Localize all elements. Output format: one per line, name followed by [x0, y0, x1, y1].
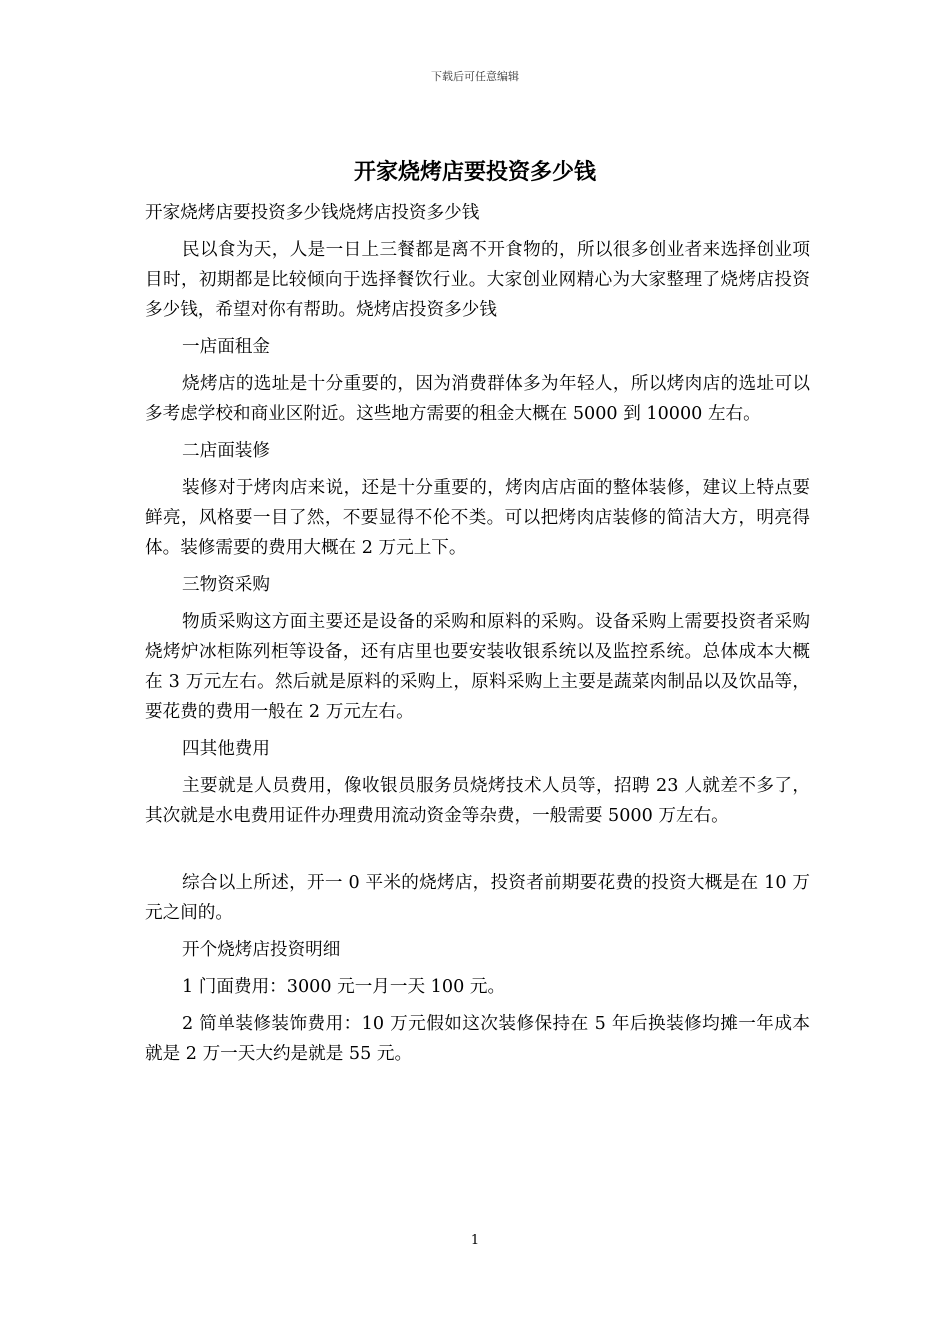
section-heading-investment-details: 开个烧烤店投资明细 — [182, 940, 341, 960]
document-title: 开家烧烤店要投资多少钱 — [353, 159, 596, 185]
other-costs-paragraph: 主要就是人员费用，像收银员服务员烧烤技术人员等，招聘 23 人就差不多了，其次就是水电费用证件办理费用流动资金等杂费，一般需要 5000 万左右。 — [145, 776, 810, 826]
section-heading-other-costs: 四其他费用 — [182, 739, 270, 759]
page-number: 1 — [470, 1233, 480, 1248]
section-heading-purchase: 三物资采购 — [182, 575, 270, 595]
page-header-note: 下载后可任意编辑 — [431, 70, 519, 83]
decoration-paragraph: 装修对于烤肉店来说，还是十分重要的，烤肉店店面的整体装修，建议上特点要鲜亮，风格要一目了然，不要显得不伦不类。可以把烤肉店装修的简洁大方，明亮得体。装修需要的费用大概在 2 万元上下。 — [145, 478, 810, 558]
intro-paragraph: 民以食为天，人是一日上三餐都是离不开食物的，所以很多创业者来选择创业项目时，初期都是比较倾向于选择餐饮行业。大家创业网精心为大家整理了烧烤店投资多少钱，希望对你有帮助。烧烤店投资多少钱 — [145, 240, 810, 320]
purchase-paragraph: 物质采购这方面主要还是设备的采购和原料的采购。设备采购上需要投资者采购烧烤炉冰柜陈列柜等设备，还有店里也要安装收银系统以及监控系统。总体成本大概在 3 万元左右。然后就是原料的采购上，原料采购上主要是蔬菜肉制品以及饮品等，要花费的费用一般在 2 万元左右。 — [145, 612, 810, 722]
section-heading-decoration: 二店面装修 — [182, 441, 270, 461]
summary-paragraph: 综合以上所述，开一 0 平米的烧烤店，投资者前期要花费的投资大概是在 10 万元之间的。 — [145, 873, 810, 923]
subtitle-paragraph: 开家烧烤店要投资多少钱烧烤店投资多少钱 — [145, 203, 480, 223]
document-body — [145, 198, 810, 1073]
section-heading-rent: 一店面租金 — [182, 337, 270, 357]
blank-line — [145, 835, 810, 865]
detail-item-storefront: 1 门面费用：3000 元一月一天 100 元。 — [182, 977, 506, 997]
detail-item-decoration: 2 简单装修装饰费用：10 万元假如这次装修保持在 5 年后换装修均摊一年成本就是 2 万一天大约是就是 55 元。 — [145, 1014, 810, 1064]
rent-paragraph: 烧烤店的选址是十分重要的，因为消费群体多为年轻人，所以烤肉店的选址可以多考虑学校和商业区附近。这些地方需要的租金大概在 5000 到 10000 左右。 — [145, 374, 810, 424]
